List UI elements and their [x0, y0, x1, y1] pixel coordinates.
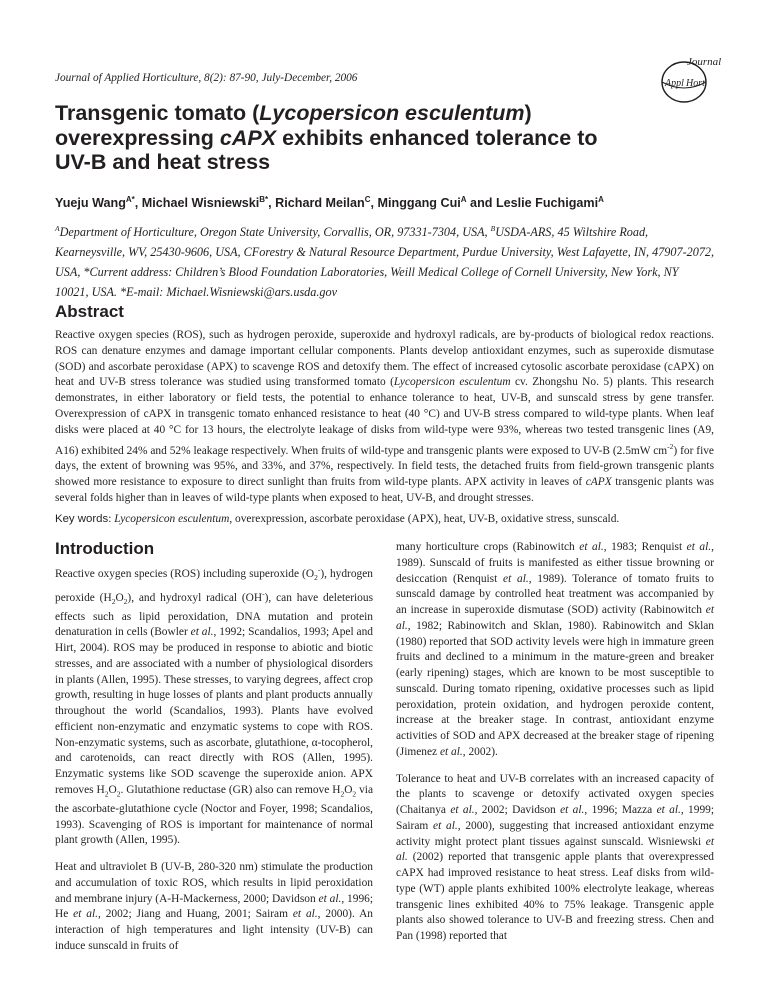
abstract-heading: Abstract	[55, 302, 124, 321]
logo-text-left: Appl	[665, 78, 684, 89]
paragraph: Reactive oxygen species (ROS) including superoxide $(O_2^-)$, hydrogen peroxide $(H_2O_2)$, and hydroxyl radical (OH-), can have deleterious effects such as lipid peroxidation, DNA mutation and protein denaturation in cells (Bowler et al., 1992; Scandalios, 1993; Apel and Hirt, 2004). ROS may be produced in response to abiotic and biotic stresses, and are associated with a number of physiological disorders in plants (Allen, 1995). These stresses, to varying degrees, affect crop growth, resulting in huge losses of plants and plant products annually throughout the world (Scandalios, 1993). Plants have evolved efficient non-enzymatic and enzymatic systems to cope with ROS. Non-enzymatic systems, such as ascorbate, glutathione, α-tocopherol, and carotenoids, can react directly with ROS (Allen, 1995). Enzymatic systems like SOD scavenge the superoxide anion. APX removes $H_2O_2$. Glutathione reductase (GR) also can remove $H_2O_2$ via the ascorbate-glutathione cycle (Noctor and Foyer, 1998; Scandalios, 1993). Scavenging of ROS is important for maintenance of normal plant growth (Allen, 1995).	[55, 565, 374, 847]
affiliations: $^A$Department of Horticulture, Oregon State University, Corvallis, OR, 97331-7304, USA, $^B$USDA-ARS, 45 Wiltshire Road, Kearneysville, WV, 25430-9606, USA, CForestry & Natural Resource Department, Purdue University, West Lafayette, IN, 47907-2072, USA, *Current address: Children’s Blood Foundation Laboratories, Weill Medical College of Cornell University, New York, NY 10021, USA. *E-mail: Michael.Wisniewski@ars.usda.gov	[55, 224, 715, 300]
logo-text-top: Journal	[687, 56, 722, 68]
article-title: Transgenic tomato (Lycopersicon esculentum) overexpressing cAPX exhibits enhanced tolerance to UV-B and heat stress	[55, 101, 598, 174]
paragraph: Heat and ultraviolet B (UV-B, 280-320 nm) stimulate the production and accumulation of toxic ROS, which results in lipid peroxidation and membrane injury (A-H-Mackerness, 2000; Davidson et al., 1996; He et al., 2002; Jiang and Huang, 2001; Sairam et al., 2000). An interaction of high temperatures and light intensity (UV-B) can induce sunscald in fruits of	[55, 861, 373, 952]
journal-logo	[643, 52, 725, 108]
author-list: Yueju Wang$^{A*}$, Michael Wisniewski$^{B*}$, Richard Meilan$^C$, Minggang Cui$^A$ and Leslie Fuchigami$^A$	[55, 195, 604, 211]
right-column	[396, 540, 714, 956]
paragraph: many horticulture crops (Rabinowitch et al., 1983; Renquist et al., 1989). Sunscald of fruits is manifested as either tissue browning or desiccation (Renquist et al., 1989). Tolerance of tomato fruits to sunscald damage by controlled heat treatment was accompanied by an increase in superoxide dismutase (SOD) activity (Rabinowitch et al., 1982; Rabinowitch and Sklan, 1980). Rabinowitch and Sklan (1980) reported that SOD activity levels were high in immature green fruits and declined to a minimum in the mature-green and breaker (early ripening) stages, which are known to be most susceptible to sunscald. During tomato ripening, oxidative processes such as lipid peroxidation, protein oxidation, and hydrogen peroxide content, increase at the breaker stage. In contrast, antioxidant enzyme activities of SOD and APX decreased at the breaker stage of ripening (Jimenez et al., 2002).	[396, 541, 714, 758]
abstract-text: Reactive oxygen species (ROS), such as hydrogen peroxide, superoxide and hydroxyl radicals, are by-products of biological redox reactions. ROS can denature enzymes and damage important cellular components. Plants develop antioxidant enzymes, such as superoxide dismutase (SOD) and ascorbate peroxidase (APX) to scavenge ROS and detoxify them. The effect of increased cytosolic ascorbate peroxidase (cAPX) on heat and UV-B stress tolerance was studied using transformed tomato (Lycopersicon esculentum cv. Zhongshu No. 5) plants. This research demonstrates, in either laboratory or field tests, the potential to enhance tolerance to heat, UV-B, and sunscald stress by gene transfer. Overexpression of cAPX in transgenic tomato enhanced resistance to heat (40 °C) and UV-B stress compared to wild-type plants. When leaf disks were placed at 40 °C for 13 hours, the electrolyte leakage of disks from wild-type were 93%, whereas two tested transgenic lines (A9, A16) exhibited 24% and 52% leakage respectively. When fruits of wild-type and transgenic plants were exposed to UV-B (2.5mW $cm^{-2}$) for five days, the extent of browning was 95%, and 33%, and 37%, respectively. In field tests, the detached fruits from field-grown transgenic plants showed more resistance to exposure to direct sunlight than fruits from wild-type plants. APX activity in leaves of cAPX transgenic plants was several folds higher than in leaves of wild-type plants when exposed to heat, UV-B, and drought stresses.	[55, 329, 715, 504]
paragraph: Tolerance to heat and UV-B correlates with an increased capacity of the plants to scavenge or detoxify activated oxygen species (Chaitanya et al., 2002; Davidson et al., 1996; Mazza et al., 1999; Sairam et al., 2000), suggesting that increased antioxidant enzyme activity might protect plant tissues against sunscald. Wisniewski et al. (2002) reported that transgenic apple plants that overexpressed cAPX had improved resistance to heat stress. Leaf disks from wild-type (WT) apple plants exhibited 100% electrolyte leakage, whereas transgenic lines exhibited 40% to 75% leakage. Transgenic apple plants also showed tolerance to UV-B and freezing stress. Chen and Pan (1998) reported that	[396, 772, 714, 942]
left-column	[55, 562, 373, 966]
journal-reference: Journal of Applied Horticulture, 8(2): 87-90, July-December, 2006	[55, 72, 358, 84]
logo-text-right: Hort	[686, 78, 705, 89]
keywords: Key words: Lycopersicon esculentum, overexpression, ascorbate peroxidase (APX), heat, UV-B, oxidative stress, sunscald.	[55, 513, 620, 525]
introduction-heading: Introduction	[55, 539, 155, 558]
